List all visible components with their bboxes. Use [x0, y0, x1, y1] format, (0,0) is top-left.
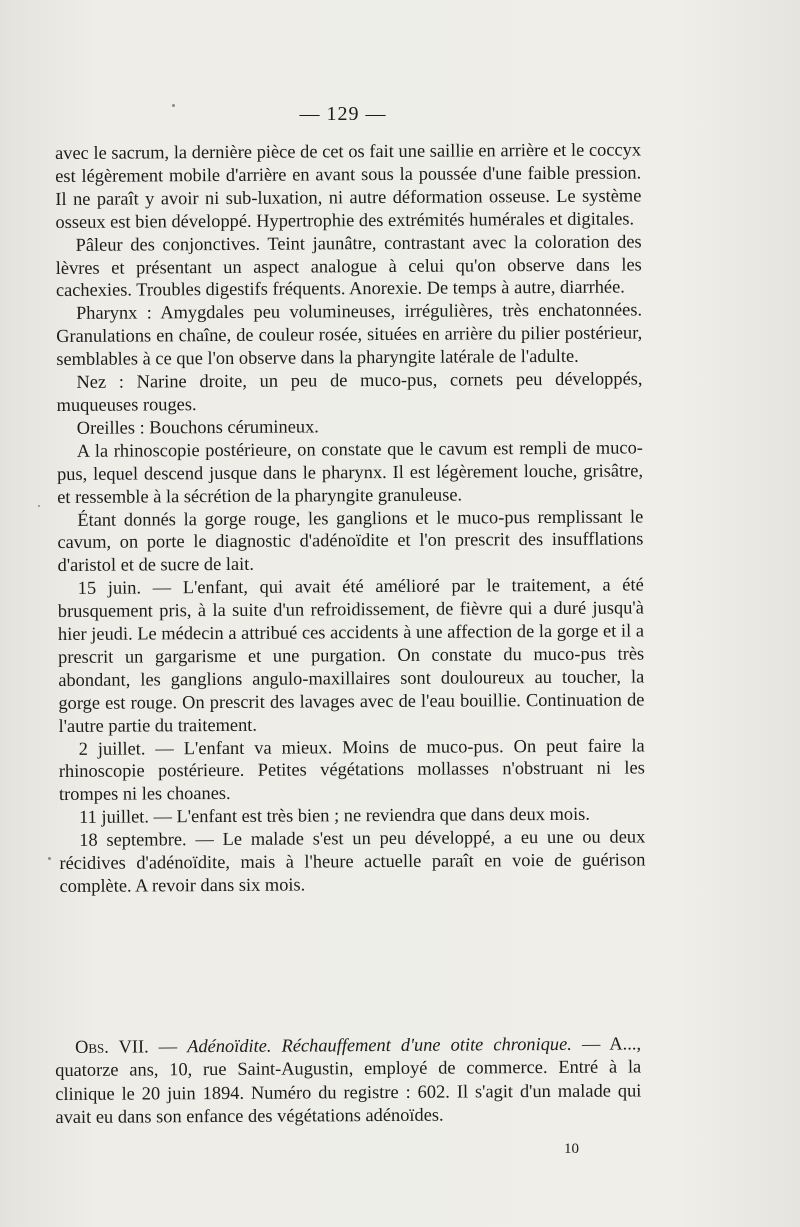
- observation-dash: —: [148, 1036, 188, 1057]
- signature-mark: 10: [564, 1141, 579, 1157]
- paper-speck: [38, 505, 40, 507]
- paragraph: Étant donnés la gorge rouge, les ganglions et le muco-pus remplissant le cavum, on porte le diagnostic d'adénoïdite et l'on prescrit des insufflations d'aristol et de sucre de lait.: [57, 505, 644, 576]
- paragraph: Pâleur des conjonctives. Teint jaunâtre, contrastant avec la coloration des lèvres et présentant un aspect analogue à celui qu'on observe dans les cachexies. Troubles digestifs fréquents. Anorexie. De temps à autre, diarrhée.: [55, 231, 642, 301]
- paragraph: A la rhinoscopie postérieure, on constate que le cavum est rempli de muco-pus, lequel descend jusque dans le pharynx. Il est légèrement louche, grisâtre, et ressemble à la sécrétion de la pharyngite granuleuse.: [56, 437, 644, 507]
- page-number: — 129 —: [299, 103, 387, 125]
- paragraph: avec le sacrum, la dernière pièce de cet os fait une saillie en arrière et le coccyx est légèrement mobile d'arrière en avant sous la poussée d'une faible pression. Il ne paraît y avoir ni sub-luxation, ni autre déformation osseuse. Le système osseux est bien développé. Hypertrophie des extrémités humérales et digitales.: [55, 139, 642, 232]
- paragraph: Pharynx : Amygdales peu volumineuses, irrégulières, très enchatonnées. Granulations en chaîne, de couleur rosée, situées en arrière du pilier postérieur, semblables à ce que l'on observe dans la pharyngite latérale de l'adulte.: [56, 299, 643, 370]
- paragraph: Nez : Narine droite, un peu de muco-pus, cornets peu développés, muqueuses rouges.: [56, 368, 643, 415]
- paper-speck: [172, 104, 175, 107]
- paragraph: 15 juin. — L'enfant, qui avait été amélioré par le traitement, a été brusquement pris, à la suite d'un refroidissement, de fièvre qui a duré jusqu'à hier jeudi. Le médecin a attribué ces accidents à une affection de la gorge et il a prescrit un gargarisme et une purgation. On constate du muco-pus très abondant, les ganglions angulo-maxillaires sont douloureux au toucher, la gorge est rouge. On prescrit des lavages avec de l'eau bouillie. Continuation de l'autre partie du traitement.: [57, 574, 645, 736]
- observation-title: Adénoïdite. Réchauffement d'une otite chronique.: [187, 1033, 572, 1057]
- observation-section: [55, 1032, 642, 1129]
- paragraph: 2 juillet. — L'enfant va mieux. Moins de muco-pus. On peut faire la rhinoscopie postérieure. Petites végétations mollasses n'obstruant ni les trompes ni les choanes.: [58, 734, 645, 805]
- paragraph: Oreilles : Bouchons cérumineux.: [76, 416, 319, 438]
- paragraph: 11 juillet. — L'enfant est très bien ; ne reviendra que dans deux mois.: [79, 804, 590, 828]
- body-text: [55, 138, 646, 897]
- observation-paragraph: [55, 1032, 642, 1129]
- observation-label: Obs. VII.: [75, 1036, 149, 1057]
- paragraph: 18 septembre. — Le malade s'est un peu développé, a eu une ou deux récidives d'adénoïdite, mais à l'heure actuelle paraît en voie de guérison complète. A revoir dans six mois.: [59, 826, 646, 896]
- paper-speck: [48, 857, 51, 860]
- observation-body: — A..., quatorze ans, 10, rue Saint-Augustin, employé de commerce. Entré à la clinique le 20 juin 1894. Numéro du registre : 602. Il s'agit d'un malade qui avait eu dans son enfance des végétations adénoïdes.: [55, 1033, 642, 1127]
